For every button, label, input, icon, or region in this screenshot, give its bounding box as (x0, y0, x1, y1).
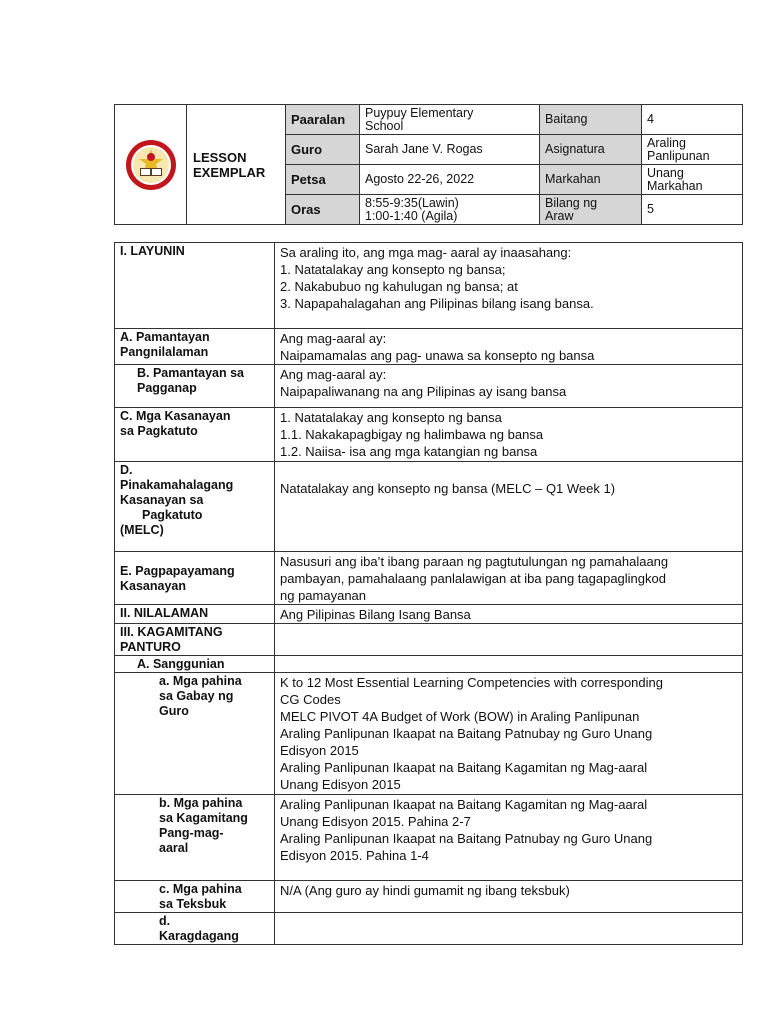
pagpapayaman-label: E. Pagpapayamang Kasanayan (115, 552, 275, 605)
pagganap-content: Ang mag-aaral ay: Naipapaliwanang na ang Pilipinas ay isang bansa (275, 365, 743, 408)
header-table (114, 104, 743, 225)
baitang-value: 4 (642, 105, 743, 135)
gabay-content: K to 12 Most Essential Learning Competencies with corresponding CG Codes MELC PIVOT 4A Budget of Work (BOW) in Araling Panlipunan Araling Panlipunan Ikaapat na Baitang Patnubay ng Guro Unang Edisyon 2015 Araling Panlipunan Ikaapat na Baitang Kagamitan ng Mag-aaral Unang Edisyon 2015 (275, 673, 743, 795)
kagamitang-panturo-content (275, 624, 743, 656)
markahan-value: Unang Markahan (642, 165, 743, 195)
logo-cell (115, 105, 187, 225)
row-sanggunian (115, 656, 743, 673)
pagganap-label: B. Pamantayan sa Pagganap (115, 365, 275, 408)
pagpapayaman-content: Nasusuri ang iba’t ibang paraan ng pagtutulungan ng pamahalaang pambayan, pamahalaang panlalawigan at iba pang tagapaglingkod ng pamayanan (275, 552, 743, 605)
row-karagdagang (115, 913, 743, 945)
guro-label: Guro (286, 135, 360, 165)
row-kasanayan (115, 408, 743, 462)
paaralan-label: Paaralan (286, 105, 360, 135)
pangnilalaman-label: A. Pamantayan Pangnilalaman (115, 329, 275, 365)
school-seal-logo (125, 139, 177, 191)
baitang-label: Baitang (540, 105, 642, 135)
petsa-label: Petsa (286, 165, 360, 195)
asignatura-label: Asignatura (540, 135, 642, 165)
paaralan-value: Puypuy Elementary School (360, 105, 540, 135)
karagdagang-content (275, 913, 743, 945)
row-teksbuk (115, 881, 743, 913)
row-layunin (115, 243, 743, 329)
teksbuk-label: c. Mga pahina sa Teksbuk (115, 881, 275, 913)
oras-value: 8:55-9:35(Lawin) 1:00-1:40 (Agila) (360, 195, 540, 225)
kagamitang-mag-aaral-content: Araling Panlipunan Ikaapat na Baitang Kagamitan ng Mag-aaral Unang Edisyon 2015. Pahina 2-7 Araling Panlipunan Ikaapat na Baitang Patnubay ng Guro Unang Edisyon 2015. Pahina 1-4 (275, 795, 743, 881)
layunin-label: I. LAYUNIN (115, 243, 275, 329)
row-kagamitang-mag-aaral (115, 795, 743, 881)
row-pamantayan-pangnilalaman (115, 329, 743, 365)
row-gabay-ng-guro (115, 673, 743, 795)
kagamitang-panturo-label: III. KAGAMITANG PANTURO (115, 624, 275, 656)
melc-content: Natatalakay ang konsepto ng bansa (MELC – Q1 Week 1) (275, 462, 743, 552)
gabay-label: a. Mga pahina sa Gabay ng Guro (115, 673, 275, 795)
header-row-paaralan (115, 105, 743, 135)
karagdagang-label: d. Karagdagang (115, 913, 275, 945)
layunin-content: Sa araling ito, ang mga mag- aaral ay inaasahang: 1. Natatalakay ang konsepto ng bansa; 2. Nakabubuo ng kahulugan ng bansa; at 3. Napapahalagahan ang Pilipinas bilang isang bansa. (275, 243, 743, 329)
sanggunian-label: A. Sanggunian (115, 656, 275, 673)
kagamitang-mag-aaral-label: b. Mga pahina sa Kagamitang Pang-mag- aaral (115, 795, 275, 881)
bilang-ng-araw-value: 5 (642, 195, 743, 225)
oras-label: Oras (286, 195, 360, 225)
row-melc (115, 462, 743, 552)
teksbuk-content: N/A (Ang guro ay hindi gumamit ng ibang teksbuk) (275, 881, 743, 913)
nilalaman-content: Ang Pilipinas Bilang Isang Bansa (275, 605, 743, 624)
asignatura-value: Araling Panlipunan (642, 135, 743, 165)
melc-label: D. Pinakamahalagang Kasanayan sa Pagkatuto (MELC) (115, 462, 275, 552)
markahan-label: Markahan (540, 165, 642, 195)
row-pagpapayaman (115, 552, 743, 605)
kasanayan-content: 1. Natatalakay ang konsepto ng bansa 1.1. Nakakapagbigay ng halimbawa ng bansa 1.2. Naiisa- isa ang mga katangian ng bansa (275, 408, 743, 462)
row-nilalaman (115, 605, 743, 624)
petsa-value: Agosto 22-26, 2022 (360, 165, 540, 195)
pangnilalaman-content: Ang mag-aaral ay: Naipamamalas ang pag- unawa sa konsepto ng bansa (275, 329, 743, 365)
nilalaman-label: II. NILALAMAN (115, 605, 275, 624)
guro-value: Sarah Jane V. Rogas (360, 135, 540, 165)
kasanayan-label: C. Mga Kasanayan sa Pagkatuto (115, 408, 275, 462)
row-kagamitang-panturo (115, 624, 743, 656)
lesson-plan-table (114, 242, 743, 945)
row-pamantayan-pagganap (115, 365, 743, 408)
sanggunian-content (275, 656, 743, 673)
lesson-exemplar-title: LESSON EXEMPLAR (187, 105, 286, 225)
bilang-ng-araw-label: Bilang ng Araw (540, 195, 642, 225)
